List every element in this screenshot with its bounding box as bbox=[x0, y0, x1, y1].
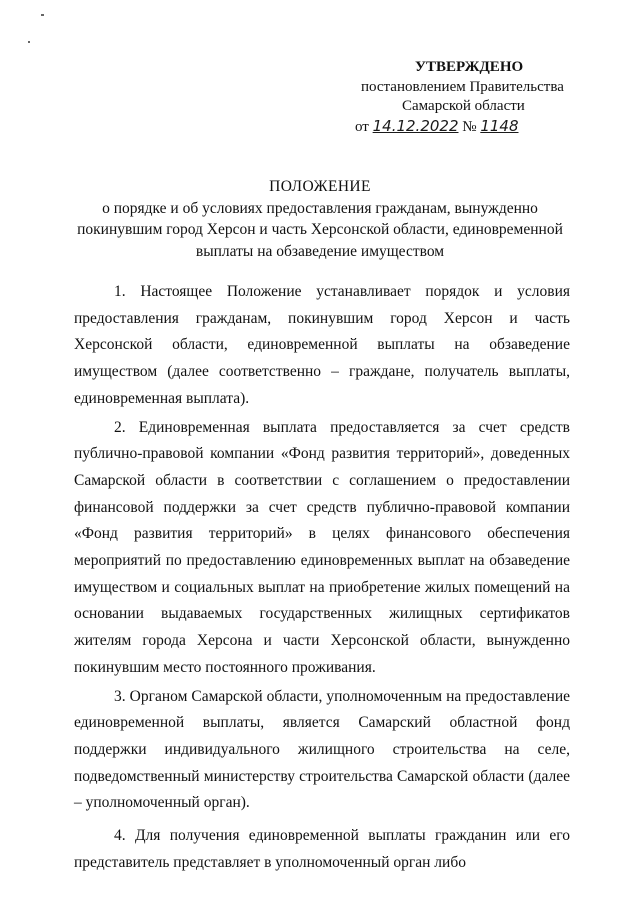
scan-speck bbox=[28, 41, 30, 43]
paragraph-3: 3. Органом Самарской области, уполномоченным на предоставление единовременной выплаты, является Самарский областной фонд поддержки индивидуального жилищного строительства на селе, подведомственный министерству строительства Самарской области (далее – уполномоченный орган). bbox=[74, 687, 570, 812]
scan-speck bbox=[41, 14, 44, 16]
paragraph-1: 1. Настоящее Положение устанавливает порядок и условия предоставления гражданам, покинувшим город Херсон и часть Херсонской области, единовременной выплаты на обзаведение имуществом (далее соответственно – граждане, получатель выплаты, единовременная выплата). bbox=[74, 283, 570, 407]
subtitle-line: покинувшим город Херсон и часть Херсонской области, единовременной bbox=[77, 221, 563, 238]
subtitle-line: выплаты на обзаведение имуществом bbox=[195, 242, 445, 260]
document-body bbox=[74, 279, 570, 878]
approval-line-1: постановлением Правительства bbox=[361, 78, 564, 95]
approval-line-2: Самарской области bbox=[402, 98, 525, 114]
approval-title: УТВЕРЖДЕНО bbox=[415, 59, 524, 75]
subtitle-line: о порядке и об условиях предоставления гражданам, вынужденно bbox=[102, 199, 538, 217]
document-heading: ПОЛОЖЕНИЕ bbox=[269, 178, 371, 195]
paragraph-2: 2. Единовременная выплата предоставляется за счет средств публично-правовой компании «Фонд развития территорий», доведенных Самарской области в соответствии с соглашением о предоставлении финансовой поддержки за счет средств публично-правовой компании «Фонд развития территорий» в целях финансового обеспечения мероприятий по предоставлению единовременных выплат на обзаведение имуществом и социальных выплат на приобретение жилых помещений на основании выдаваемых государственных жилищных сертификатов жителям города Херсона и части Херсонской области, вынужденно покинувшим место постоянного проживания. bbox=[74, 418, 570, 676]
approval-signature-line bbox=[345, 117, 585, 138]
approval-stamp-block bbox=[345, 58, 585, 137]
number-label: № bbox=[462, 118, 477, 135]
from-label: от bbox=[355, 118, 369, 135]
paragraph-4: 4. Для получения единовременной выплаты гражданин или его представитель представляет в уполномоченный орган либо bbox=[74, 827, 570, 871]
document-title-block bbox=[70, 176, 570, 262]
approval-date: 14.12.2022 bbox=[372, 116, 459, 135]
approval-number: 1148 bbox=[480, 116, 519, 135]
